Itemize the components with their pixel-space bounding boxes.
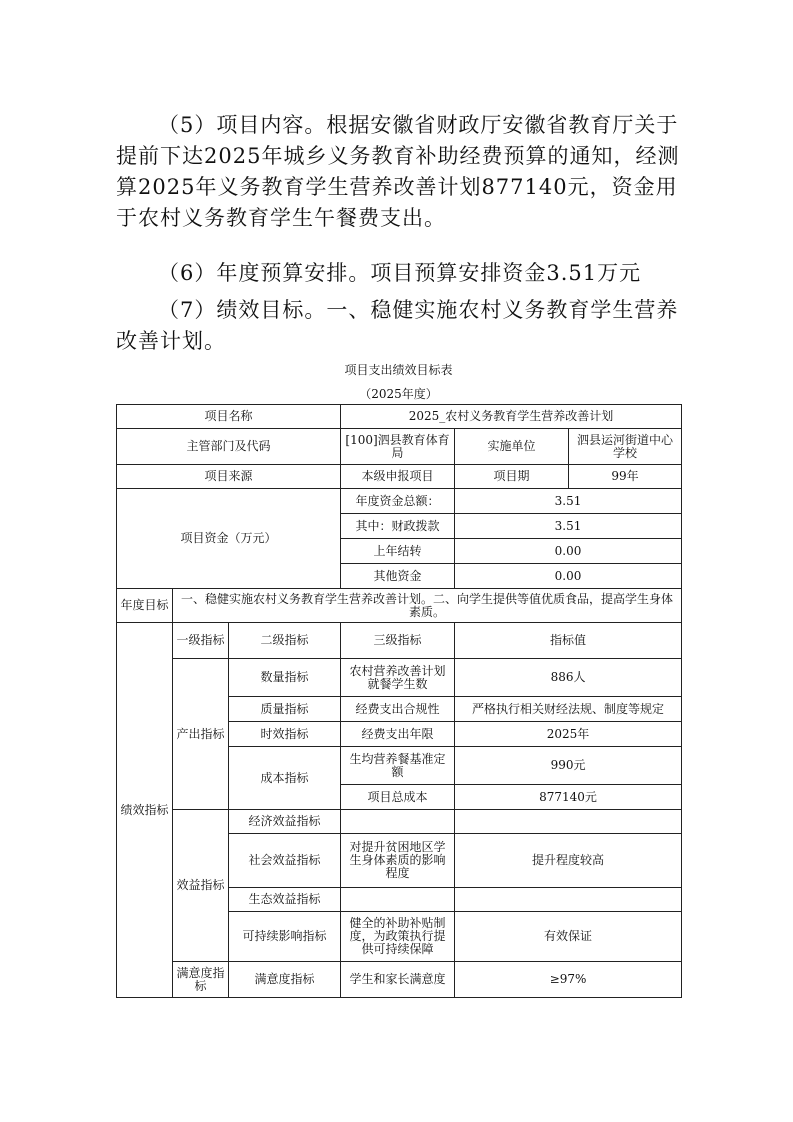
cost-item-total: 项目总成本 — [341, 785, 455, 810]
social-label: 社会效益指标 — [229, 834, 341, 888]
funds-other-label: 其他资金 — [341, 564, 455, 589]
table-row — [117, 962, 682, 998]
project-name-label: 项目名称 — [117, 405, 341, 429]
ecological-label: 生态效益指标 — [229, 888, 341, 912]
ecological-item — [341, 888, 455, 912]
sustainability-label: 可持续影响指标 — [229, 912, 341, 962]
quantity-item: 农村营养改善计划就餐学生数 — [341, 659, 455, 697]
table-year: （2025年度） — [359, 387, 438, 401]
impl-unit-value: 泗县运河街道中心学校 — [569, 429, 682, 465]
paragraph-budget: （6）年度预算安排。项目预算安排资金3.51万元 — [158, 261, 642, 285]
header-level3: 三级指标 — [341, 623, 455, 659]
table-row — [117, 405, 682, 429]
header-level2: 二级指标 — [229, 623, 341, 659]
table-row — [117, 589, 682, 623]
satisfaction-level1: 满意度指标 — [173, 962, 229, 998]
cost-item-per-student: 生均营养餐基准定额 — [341, 747, 455, 785]
project-name: 2025_农村义务教育学生营养改善计划 — [341, 405, 682, 429]
quality-label: 质量指标 — [229, 697, 341, 722]
time-item: 经费支出年限 — [341, 722, 455, 747]
social-item: 对提升贫困地区学生身体素质的影响程度 — [341, 834, 455, 888]
quantity-value: 886人 — [455, 659, 682, 697]
goal-text: 一、稳健实施农村义务教育学生营养改善计划。二、向学生提供等值优质食品，提高学生身体素质。 — [173, 589, 682, 623]
time-label: 时效指标 — [229, 722, 341, 747]
output-indicators-label: 产出指标 — [173, 659, 229, 810]
source-label: 项目来源 — [117, 465, 341, 489]
funds-fiscal-value: 3.51 — [455, 514, 682, 539]
quantity-label: 数量指标 — [229, 659, 341, 697]
cost-label: 成本指标 — [229, 747, 341, 810]
table-row — [117, 623, 682, 659]
goal-label: 年度目标 — [117, 589, 173, 623]
social-value: 提升程度较高 — [455, 834, 682, 888]
paragraph-project-content: （5）项目内容。根据安徽省财政厅安徽省教育厅关于提前下达2025年城乡义务教育补助经费预算的通知，经测算2025年义务教育学生营养改善计划877140元，资金用于农村义务教育学生午餐费支出。 — [116, 113, 680, 230]
funds-carry-value: 0.00 — [455, 539, 682, 564]
cost-value-total: 877140元 — [455, 785, 682, 810]
source-value: 本级申报项目 — [341, 465, 455, 489]
funds-label: 项目资金（万元） — [117, 489, 341, 589]
header-level1: 一级指标 — [173, 623, 229, 659]
quality-item: 经费支出合规性 — [341, 697, 455, 722]
economic-item — [341, 810, 455, 834]
benefit-indicators-label: 效益指标 — [173, 810, 229, 962]
economic-value — [455, 810, 682, 834]
satisfaction-item: 学生和家长满意度 — [341, 962, 455, 998]
satisfaction-value: ≥97% — [455, 962, 682, 998]
period-value: 99年 — [569, 465, 682, 489]
funds-fiscal-label: 其中：财政拨款 — [341, 514, 455, 539]
time-value: 2025年 — [455, 722, 682, 747]
performance-table — [116, 404, 682, 998]
economic-label: 经济效益指标 — [229, 810, 341, 834]
dept-value: [100]泗县教育体育局 — [341, 429, 455, 465]
funds-total-value: 3.51 — [455, 489, 682, 514]
funds-carry-label: 上年结转 — [341, 539, 455, 564]
cost-value-per-student: 990元 — [455, 747, 682, 785]
period-label: 项目期 — [455, 465, 569, 489]
table-row — [117, 659, 682, 697]
dept-label: 主管部门及代码 — [117, 429, 341, 465]
table-row — [117, 489, 682, 514]
paragraph-perf-goal: （7）绩效目标。一、稳健实施农村义务教育学生营养改善计划。 — [116, 298, 679, 353]
sustainability-item: 健全的补助补贴制度，为政策执行提供可持续保障 — [341, 912, 455, 962]
funds-total-label: 年度资金总额： — [341, 489, 455, 514]
header-value: 指标值 — [455, 623, 682, 659]
ecological-value — [455, 888, 682, 912]
impl-unit-label: 实施单位 — [455, 429, 569, 465]
table-row — [117, 465, 682, 489]
sustainability-value: 有效保证 — [455, 912, 682, 962]
perf-indicators-label: 绩效指标 — [117, 623, 173, 998]
table-row — [117, 810, 682, 834]
quality-value: 严格执行相关财经法规、制度等规定 — [455, 697, 682, 722]
funds-other-value: 0.00 — [455, 564, 682, 589]
satisfaction-label: 满意度指标 — [229, 962, 341, 998]
table-title: 项目支出绩效目标表 — [344, 363, 453, 377]
table-row — [117, 429, 682, 465]
